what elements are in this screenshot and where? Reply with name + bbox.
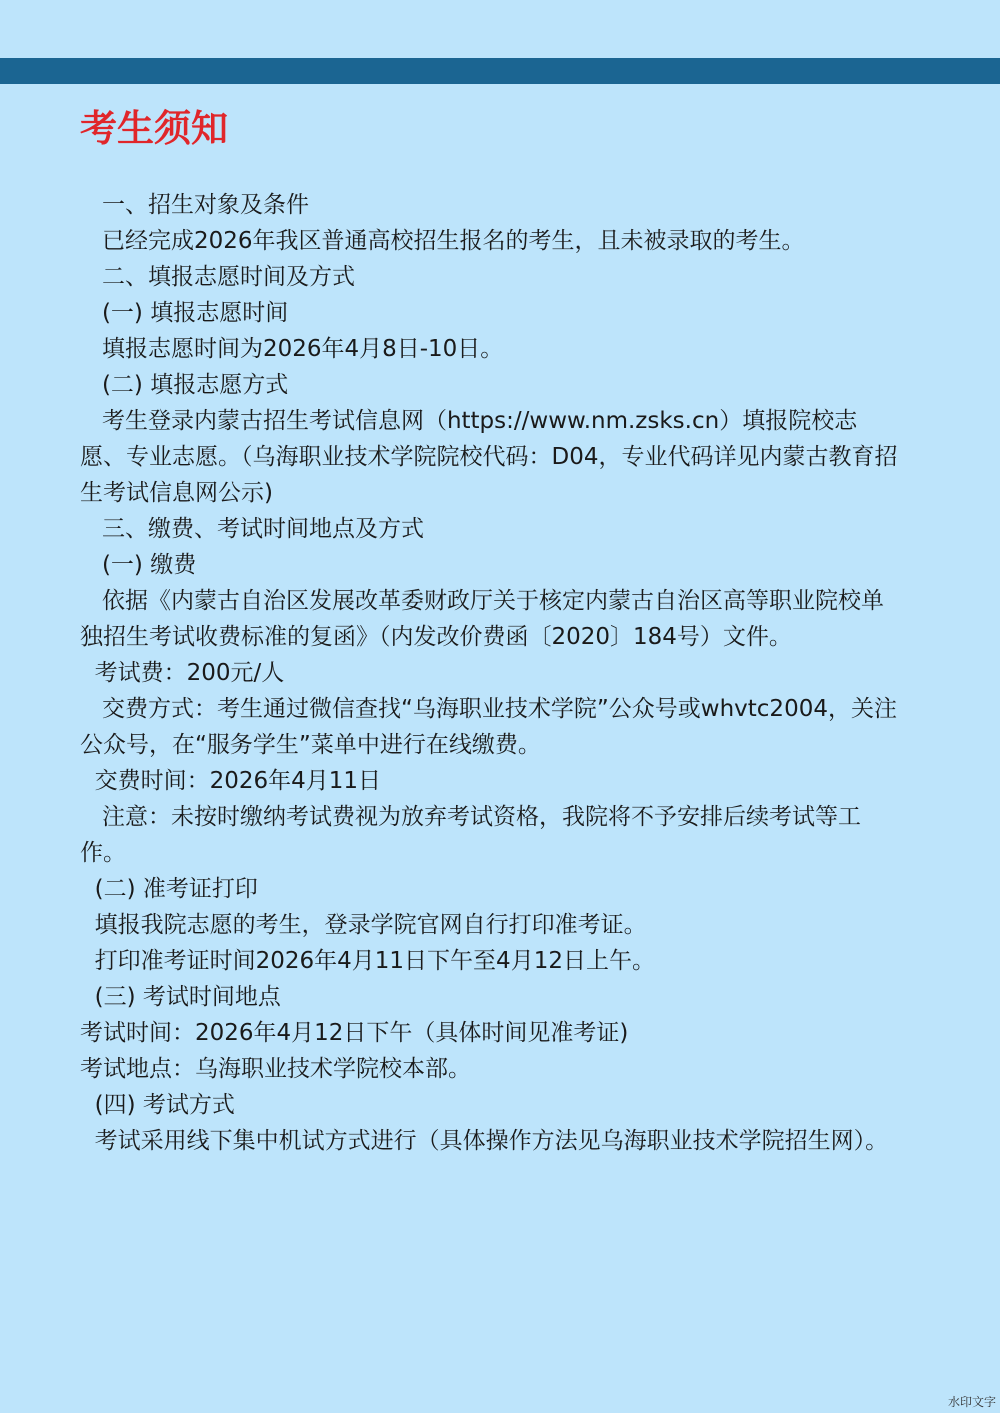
subsection-heading: (二) 准考证打印 (80, 876, 258, 902)
top-color-band (0, 58, 1000, 84)
exam-time: 考试时间：2026年4月12日下午（具体时间见准考证) (80, 1020, 629, 1046)
paragraph: 考生登录内蒙古招生考试信息网（https://www.nm.zsks.cn）填报院校志愿、专业志愿。（乌海职业技术学院院校代码：D04，专业代码详见内蒙古教育招生考试信息网公示) (80, 408, 898, 506)
payment-method: 交费方式：考生通过微信查找“乌海职业技术学院”公众号或whvtc2004，关注公众号，在“服务学生”菜单中进行在线缴费。 (80, 696, 897, 758)
paragraph: 填报我院志愿的考生，登录学院官网自行打印准考证。 (80, 912, 647, 938)
payment-notice: 注意：未按时缴纳考试费视为放弃考试资格，我院将不予安排后续考试等工作。 (80, 804, 861, 866)
subsection-heading: (一) 缴费 (80, 552, 197, 578)
paragraph: 依据《内蒙古自治区发展改革委财政厅关于核定内蒙古自治区高等职业院校单独招生考试收费标准的复函》（内发改价费函〔2020〕184号）文件。 (80, 588, 884, 650)
page-title: 考生须知 (80, 107, 228, 150)
payment-date: 交费时间：2026年4月11日 (80, 768, 382, 794)
notice-body (80, 187, 902, 1159)
paragraph: 填报志愿时间为2026年4月8日-10日。 (80, 336, 504, 362)
subsection-heading: (三) 考试时间地点 (80, 984, 281, 1010)
paragraph: 考试采用线下集中机试方式进行（具体操作方法见乌海职业技术学院招生网）。 (80, 1128, 889, 1154)
section-heading-1: 一、招生对象及条件 (80, 192, 309, 218)
exam-fee: 考试费：200元/人 (80, 660, 285, 686)
paragraph: 打印准考证时间2026年4月11日下午至4月12日上午。 (80, 948, 655, 974)
section-heading-2: 二、填报志愿时间及方式 (80, 264, 355, 290)
paragraph: 已经完成2026年我区普通高校招生报名的考生，且未被录取的考生。 (80, 228, 805, 254)
exam-location: 考试地点：乌海职业技术学院校本部。 (80, 1056, 471, 1082)
subsection-heading: (二) 填报志愿方式 (80, 372, 289, 398)
subsection-heading: (一) 填报志愿时间 (80, 300, 289, 326)
watermark-text: 水印文字 (947, 1395, 996, 1409)
subsection-heading: (四) 考试方式 (80, 1092, 235, 1118)
section-heading-3: 三、缴费、考试时间地点及方式 (80, 516, 424, 542)
